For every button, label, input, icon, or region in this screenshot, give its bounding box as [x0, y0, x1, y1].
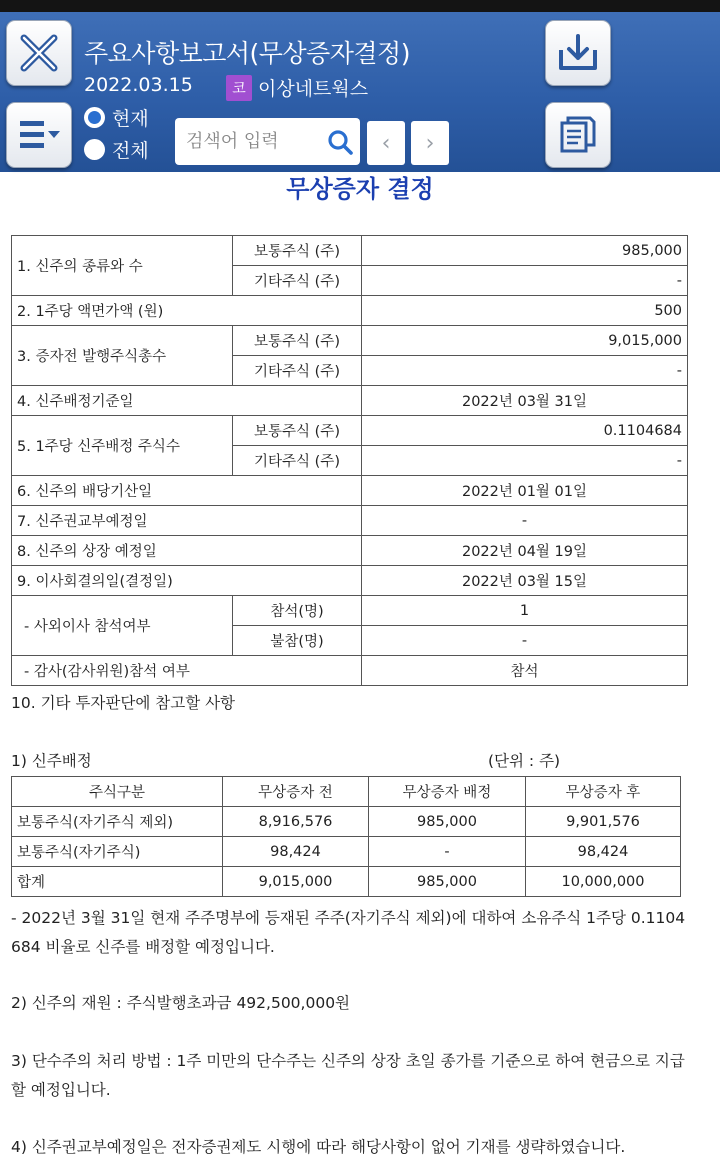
prev-result-button[interactable]: ‹: [367, 121, 405, 165]
row-label: 4. 신주배정기준일: [12, 386, 362, 416]
download-icon: [555, 30, 601, 76]
row-subtype: 기타주식 (주): [233, 266, 362, 296]
section-10-heading: 10. 기타 투자판단에 참고할 사항: [11, 694, 236, 712]
note-2: 2) 신주의 재원 : 주식발행초과금 492,500,000원: [11, 994, 351, 1012]
scope-current-radio[interactable]: [84, 104, 149, 131]
row-value: 500: [362, 296, 688, 326]
table-row: [12, 326, 688, 356]
row-value: -: [362, 626, 688, 656]
table-cell: 9,015,000: [223, 867, 369, 897]
row-value: 2022년 03월 31일: [362, 386, 688, 416]
row-value: 985,000: [362, 236, 688, 266]
table-cell: -: [369, 837, 526, 867]
row-value: -: [362, 266, 688, 296]
report-date: 2022.03.15: [84, 74, 193, 96]
table-cell: 985,000: [369, 807, 526, 837]
table-cell: 합계: [12, 867, 223, 897]
close-icon: [17, 31, 61, 75]
table-cell: 9,901,576: [526, 807, 681, 837]
search-icon[interactable]: [326, 128, 354, 156]
table-row: [12, 476, 688, 506]
table-cell: 985,000: [369, 867, 526, 897]
table-row: [12, 837, 681, 867]
table-row: [12, 536, 688, 566]
table-row: [12, 596, 688, 626]
note-4: 4) 신주권교부예정일은 전자증권제도 시행에 따라 해당사항이 없어 기재를 생략하였습니다.: [11, 1138, 626, 1156]
row-value: 9,015,000: [362, 326, 688, 356]
note-1-line-2: 684 비율로 신주를 배정할 예정입니다.: [11, 938, 275, 956]
table-row: [12, 656, 688, 686]
table-cell: 보통주식(자기주식 제외): [12, 807, 223, 837]
row-value: 0.1104684: [362, 416, 688, 446]
column-header: 무상증자 후: [526, 777, 681, 807]
scope-all-radio[interactable]: [84, 136, 149, 163]
document-content: [0, 172, 720, 1176]
row-value: 2022년 04월 19일: [362, 536, 688, 566]
row-value: 1: [362, 596, 688, 626]
row-subtype: 기타주식 (주): [233, 356, 362, 386]
scope-all-label: 전체: [112, 140, 149, 162]
row-label: - 사외이사 참석여부: [12, 596, 233, 656]
table-cell: 98,424: [526, 837, 681, 867]
header-bar: [0, 12, 720, 172]
document-title: 무상증자 결정: [286, 175, 434, 203]
table-cell: 8,916,576: [223, 807, 369, 837]
status-bar: [0, 0, 720, 12]
unit-label: (단위 : 주): [488, 752, 561, 770]
row-label: 1. 신주의 종류와 수: [12, 236, 233, 296]
allocation-heading: 1) 신주배정: [11, 752, 92, 770]
row-label: 3. 증자전 발행주식총수: [12, 326, 233, 386]
row-label: 2. 1주당 액면가액 (원): [12, 296, 362, 326]
company-name: 이상네트웍스: [258, 78, 369, 100]
radio-selected-icon: [84, 107, 105, 128]
table-row: [12, 566, 688, 596]
row-subtype: 보통주식 (주): [233, 416, 362, 446]
search-input[interactable]: [175, 118, 323, 165]
column-header: 무상증자 배정: [369, 777, 526, 807]
market-badge: 코: [226, 75, 252, 101]
table-row: [12, 506, 688, 536]
document-view-button[interactable]: [545, 102, 611, 168]
column-header: 무상증자 전: [223, 777, 369, 807]
next-result-button[interactable]: ›: [411, 121, 449, 165]
row-label: 5. 1주당 신주배정 주식수: [12, 416, 233, 476]
column-header: 주식구분: [12, 777, 223, 807]
table-cell: 보통주식(자기주식): [12, 837, 223, 867]
capital-increase-table: [11, 235, 688, 686]
table-row: [12, 236, 688, 266]
table-header-row: [12, 777, 681, 807]
report-title: 주요사항보고서(무상증자결정): [84, 39, 410, 68]
table-row: [12, 296, 688, 326]
allocation-table: [11, 776, 681, 897]
document-icon: [556, 113, 600, 157]
table-row: [12, 807, 681, 837]
table-row: [12, 416, 688, 446]
row-subtype: 보통주식 (주): [233, 236, 362, 266]
download-button[interactable]: [545, 20, 611, 86]
row-label: 6. 신주의 배당기산일: [12, 476, 362, 506]
table-row: [12, 867, 681, 897]
table-cell: 98,424: [223, 837, 369, 867]
note-3-line-2: 할 예정입니다.: [11, 1081, 111, 1099]
row-label: 7. 신주권교부예정일: [12, 506, 362, 536]
menu-list-icon: [16, 115, 62, 155]
row-subtype: 불참(명): [233, 626, 362, 656]
search-box: [175, 118, 360, 165]
row-value: 참석: [362, 656, 688, 686]
table-row: [12, 386, 688, 416]
menu-button[interactable]: [6, 102, 72, 168]
note-1-line-1: - 2022년 3월 31일 현재 주주명부에 등재된 주주(자기주식 제외)에 대하여 소유주식 1주당 0.1104: [11, 909, 686, 927]
row-value: -: [362, 446, 688, 476]
row-label: 9. 이사회결의일(결정일): [12, 566, 362, 596]
row-subtype: 보통주식 (주): [233, 326, 362, 356]
table-cell: 10,000,000: [526, 867, 681, 897]
row-value: -: [362, 356, 688, 386]
close-button[interactable]: [6, 20, 72, 86]
row-subtype: 기타주식 (주): [233, 446, 362, 476]
row-value: 2022년 01월 01일: [362, 476, 688, 506]
row-subtype: 참석(명): [233, 596, 362, 626]
row-label: - 감사(감사위원)참석 여부: [12, 656, 362, 686]
radio-unselected-icon: [84, 139, 105, 160]
row-label: 8. 신주의 상장 예정일: [12, 536, 362, 566]
note-3-line-1: 3) 단수주의 처리 방법 : 1주 미만의 단수주는 신주의 상장 초일 종가를 기준으로 하여 현금으로 지급: [11, 1052, 685, 1070]
row-value: -: [362, 506, 688, 536]
scope-current-label: 현재: [112, 108, 149, 130]
row-value: 2022년 03월 15일: [362, 566, 688, 596]
